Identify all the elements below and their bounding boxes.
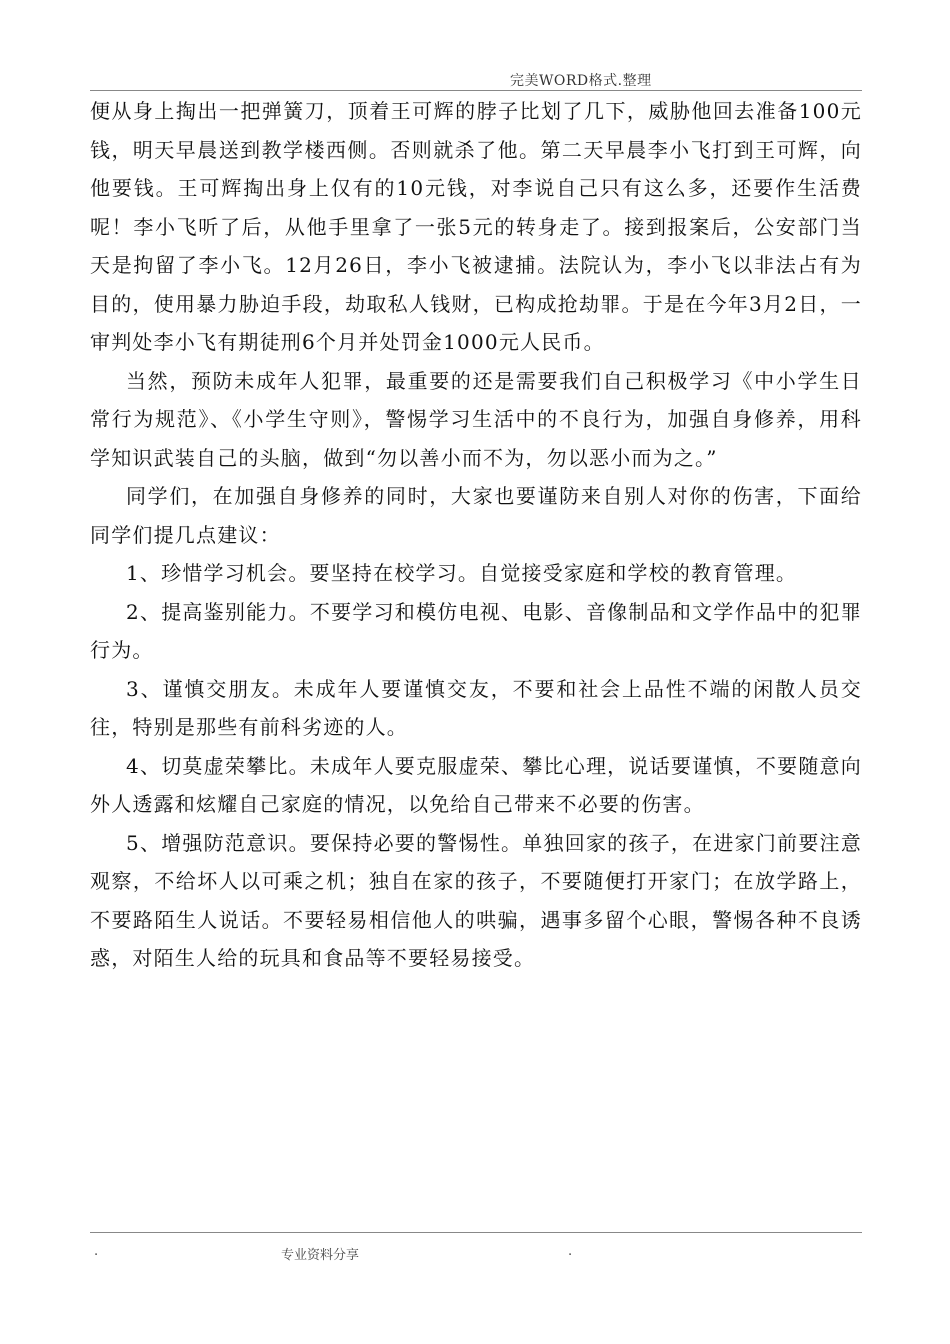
page-footer: 专业资料分享 xyxy=(281,1248,360,1263)
footer-left-mark: . xyxy=(94,1244,99,1259)
footer-right-mark: . xyxy=(568,1244,573,1259)
advice-item-4: 4、切莫虚荣攀比。未成年人要克服虚荣、攀比心理，说话要谨慎，不要随意向外人透露和炫耀自己家庭的情况，以免给自己带来不必要的伤害。 xyxy=(90,753,862,816)
advice-item-1: 1、珍惜学习机会。要坚持在校学习。自觉接受家庭和学校的教育管理。 xyxy=(126,561,798,585)
advice-item-2: 2、提高鉴别能力。不要学习和模仿电视、电影、音像制品和文学作品中的犯罪行为。 xyxy=(90,599,862,662)
paragraph-advice-intro: 同学们，在加强自身修养的同时，大家也要谨防来自别人对你的伤害，下面给同学们提几点建议： xyxy=(90,484,862,547)
advice-item-3: 3、谨慎交朋友。未成年人要谨慎交友，不要和社会上品性不端的闲散人员交往，特别是那些有前科劣迹的人。 xyxy=(90,676,862,739)
document-body xyxy=(90,92,862,978)
paragraph-prevention: 当然，预防未成年人犯罪，最重要的还是需要我们自己积极学习《中小学生日常行为规范》、《小学生守则》，警惕学习生活中的不良行为，加强自身修养，用科学知识武装自己的头脑，做到“勿以善小而不为，勿以恶小而为之。” xyxy=(90,368,862,470)
footer-divider xyxy=(90,1232,862,1233)
advice-item-5: 5、增强防范意识。要保持必要的警惕性。单独回家的孩子，在进家门前要注意观察，不给坏人以可乘之机；独自在家的孩子，不要随便打开家门；在放学路上，不要路陌生人说话。不要轻易相信他人的哄骗，遇事多留个心眼，警惕各种不良诱惑，对陌生人给的玩具和食品等不要轻易接受。 xyxy=(90,830,862,970)
paragraph-case-continuation: 便从身上掏出一把弹簧刀，顶着王可辉的脖子比划了几下，威胁他回去准备100元钱，明天早晨送到教学楼西侧。否则就杀了他。第二天早晨李小飞打到王可辉，向他要钱。王可辉掏出身上仅有的10元钱，对李说自己只有这么多，还要作生活费呢！李小飞听了后，从他手里拿了一张5元的转身走了。接到报案后，公安部门当天是拘留了李小飞。12月26日，李小飞被逮捕。法院认为，李小飞以非法占有为目的，使用暴力胁迫手段，劫取私人钱财，已构成抢劫罪。于是在今年3月2日，一审判处李小飞有期徒刑6个月并处罚金1000元人民币。 xyxy=(90,99,862,354)
header-divider xyxy=(90,90,862,91)
page-header: 完美WORD格式.整理 xyxy=(510,73,652,89)
